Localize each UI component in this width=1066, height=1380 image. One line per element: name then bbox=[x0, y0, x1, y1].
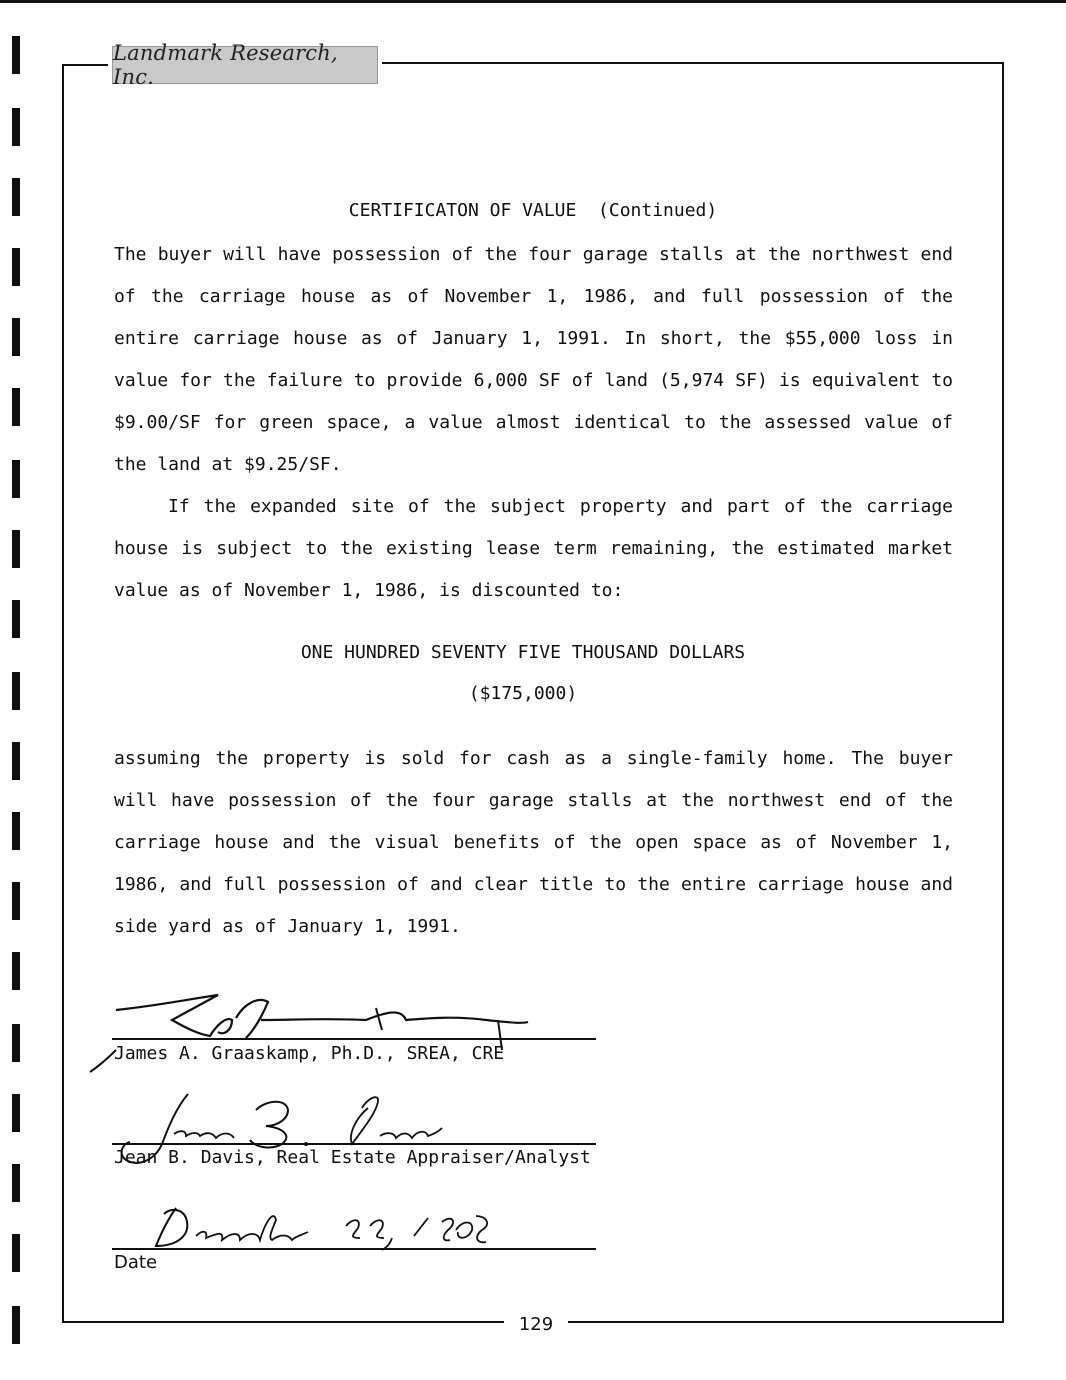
paragraph-1: The buyer will have possession of the four garage stalls at the northwest end of the carriage house as of November 1, 1986, and full possession of the entire carriage house as of January 1, 1991. In short, the $55,000 loss in value for the failure to provide 6,000 SF of land (5,974 SF) is equivalent to $9.00/SF for green space, a value almost identical to the assessed value of the land at $9.25/SF. bbox=[114, 244, 953, 475]
binder-hole bbox=[12, 318, 20, 356]
signer-1-name: James A. Graaskamp, Ph.D., SREA, CRE bbox=[114, 1043, 505, 1064]
signature-line-1 bbox=[112, 1038, 596, 1040]
binder-hole bbox=[12, 742, 20, 780]
signature-line-2 bbox=[112, 1143, 596, 1145]
binder-hole bbox=[12, 460, 20, 498]
date-label: Date bbox=[114, 1252, 158, 1273]
page-frame-top-right bbox=[382, 62, 1004, 64]
page-number: 129 bbox=[518, 1314, 554, 1335]
top-edge-line bbox=[0, 0, 1066, 3]
binder-hole bbox=[12, 1094, 20, 1132]
page-frame-bottom-right bbox=[568, 1321, 1004, 1323]
signer-2-name: Jean B. Davis, Real Estate Appraiser/Analyst bbox=[114, 1147, 591, 1168]
binder-hole bbox=[12, 248, 20, 286]
binder-hole bbox=[12, 1306, 20, 1344]
binder-hole bbox=[12, 1024, 20, 1062]
binder-hole bbox=[12, 672, 20, 710]
binder-hole bbox=[12, 1164, 20, 1202]
binder-hole bbox=[12, 952, 20, 990]
page-frame-left bbox=[62, 64, 64, 1322]
value-figure: ($175,000) bbox=[468, 683, 578, 704]
binder-hole bbox=[12, 388, 20, 426]
page-frame-top-left bbox=[62, 64, 108, 66]
company-name: Landmark Research, Inc. bbox=[113, 41, 338, 89]
date-line bbox=[112, 1248, 596, 1250]
binder-hole bbox=[12, 530, 20, 568]
page-frame-right bbox=[1002, 62, 1004, 1322]
paragraph-2: If the expanded site of the subject property and part of the carriage house is subject to the existing lease term remaining, the estimated market value as of November 1, 1986, is discounted to: bbox=[114, 496, 953, 601]
binder-hole bbox=[12, 812, 20, 850]
letterhead-logo bbox=[112, 41, 378, 89]
binder-hole bbox=[12, 1234, 20, 1272]
binder-hole bbox=[12, 108, 20, 146]
paragraph-3: assuming the property is sold for cash as a single-family home. The buyer will have possession of the four garage stalls at the northwest end of the carriage house and the visual benefits of the open space as of November 1, 1986, and full possession of and clear title to the entire carriage house and side yard as of January 1, 1991. bbox=[114, 748, 953, 937]
binder-hole bbox=[12, 36, 20, 74]
binder-hole bbox=[12, 600, 20, 638]
document-heading: CERTIFICATON OF VALUE (Continued) bbox=[348, 200, 718, 221]
value-in-words: ONE HUNDRED SEVENTY FIVE THOUSAND DOLLARS bbox=[300, 642, 746, 663]
binder-hole bbox=[12, 882, 20, 920]
page-frame-bottom-left bbox=[62, 1321, 504, 1323]
